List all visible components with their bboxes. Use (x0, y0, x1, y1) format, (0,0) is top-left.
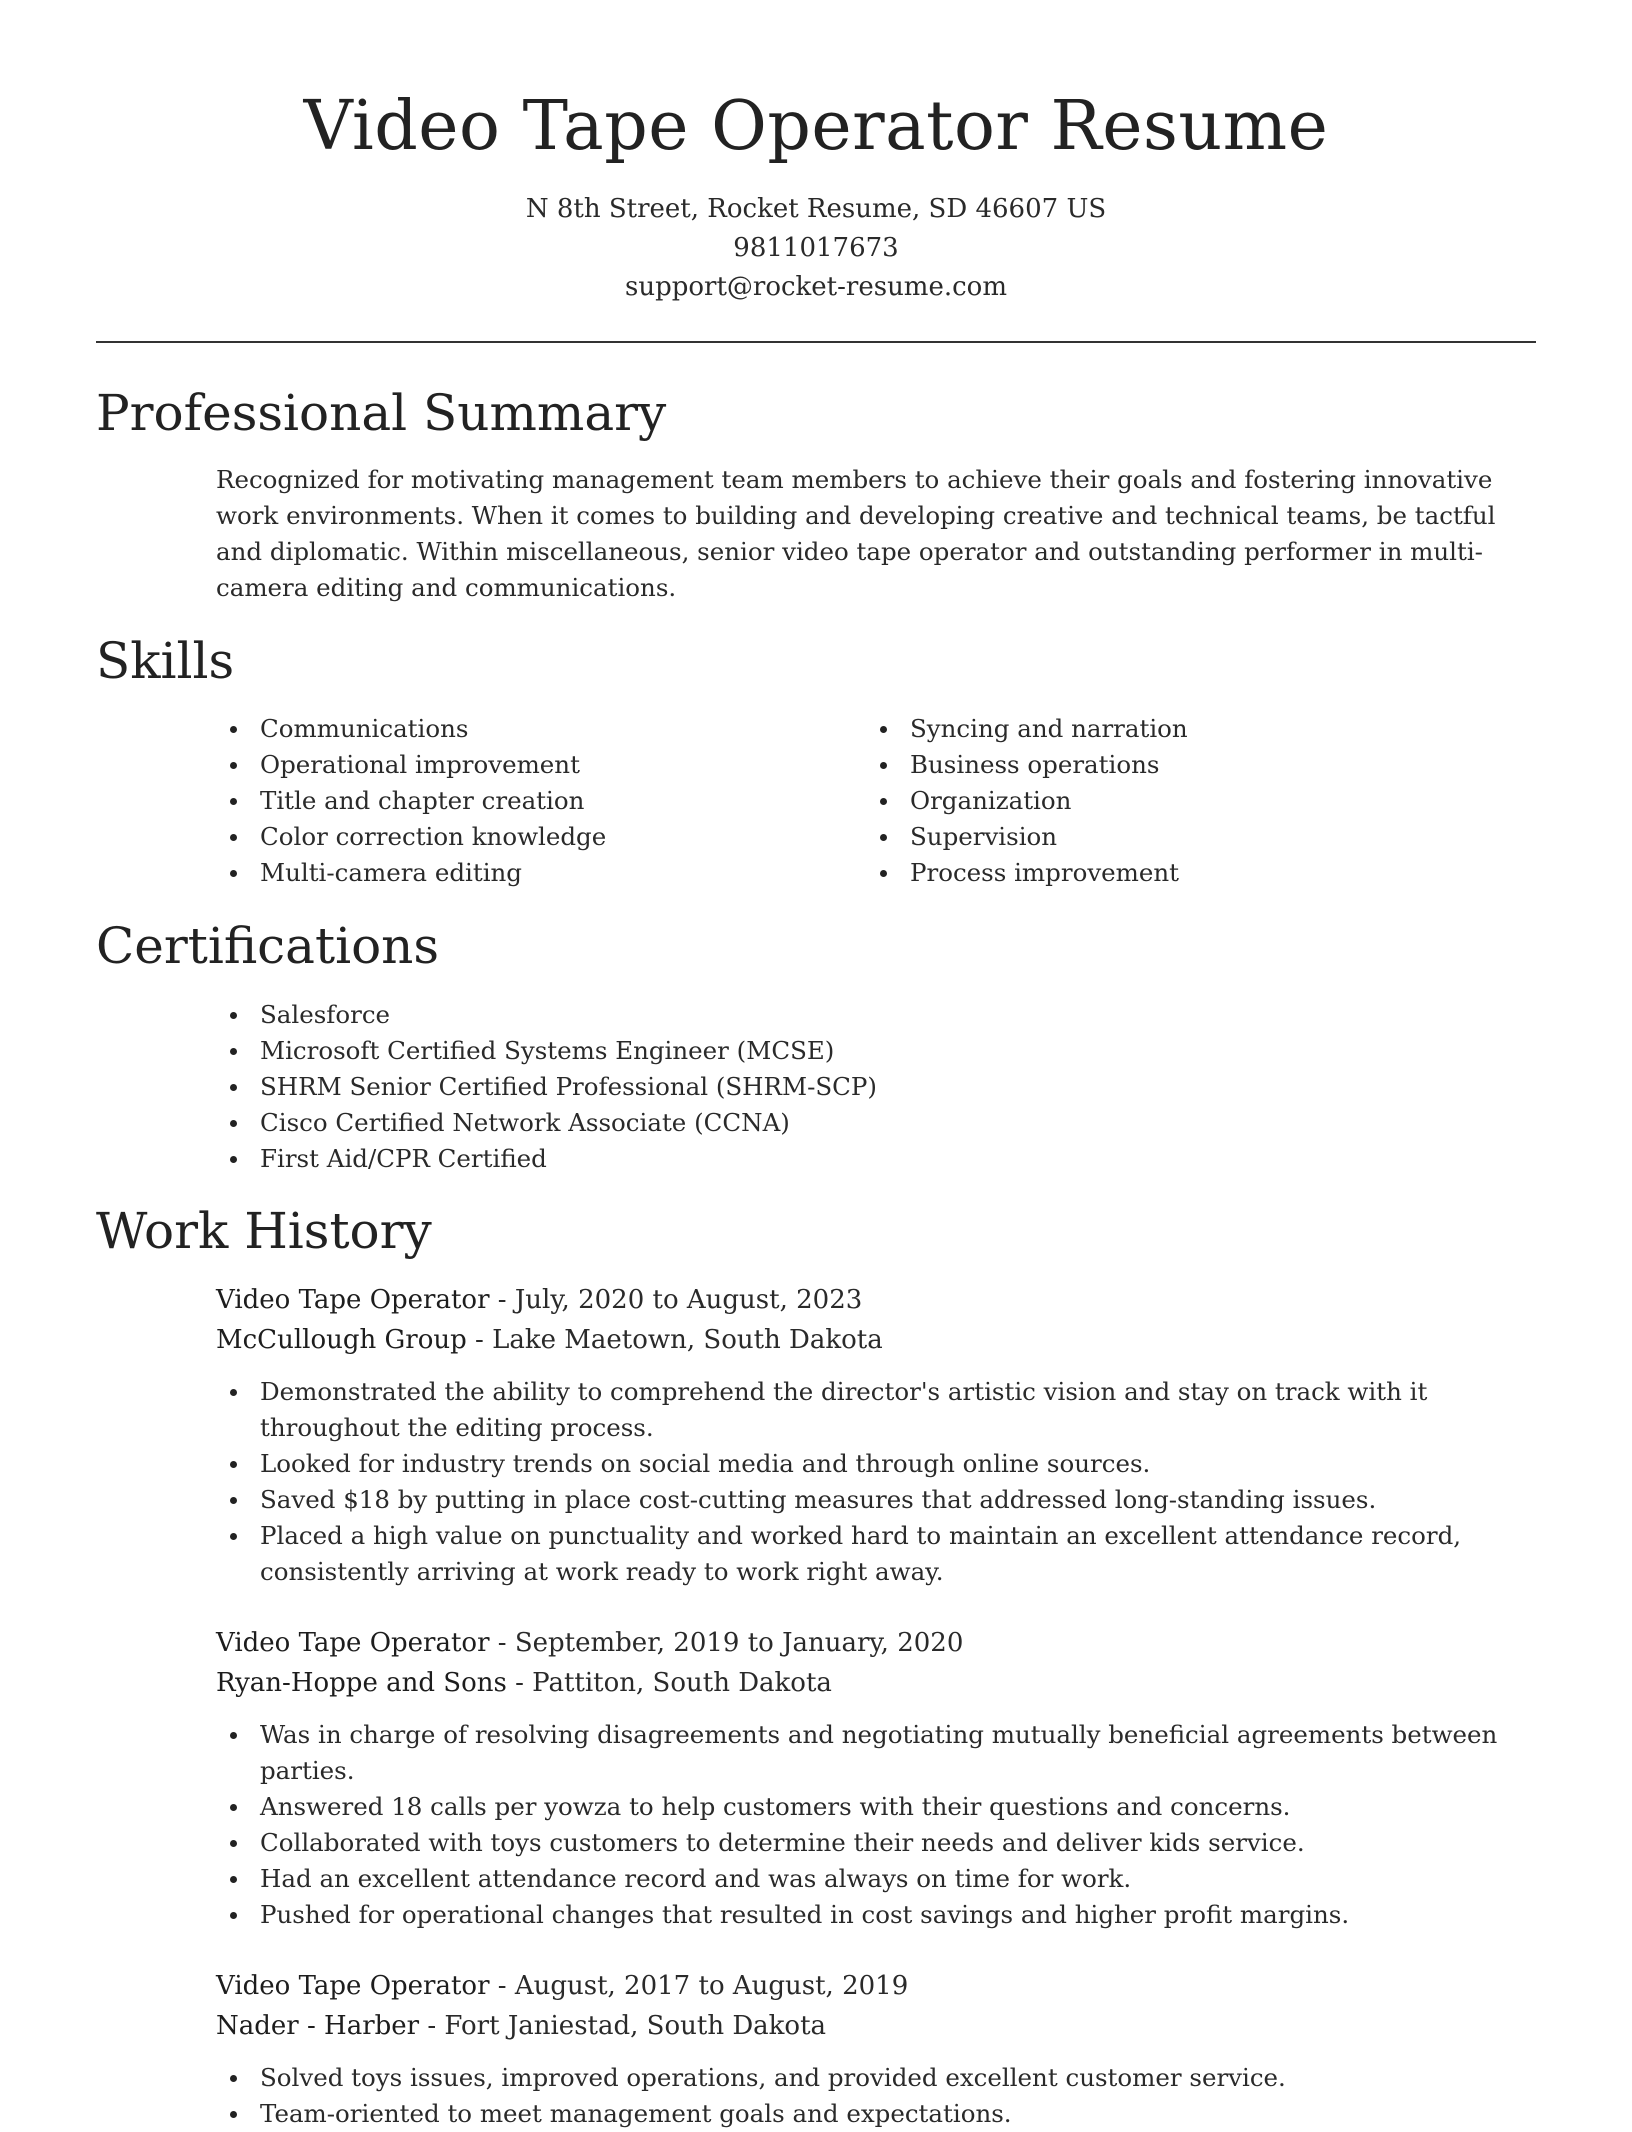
job-dates: - July, 2020 to August, 2023 (489, 1285, 863, 1315)
job-dates: - August, 2017 to August, 2019 (489, 1971, 909, 2001)
job-company-line (216, 1664, 832, 1702)
contact-email: support@rocket-resume.com (624, 272, 1007, 302)
job-title: Video Tape Operator (216, 1285, 490, 1315)
contact-phone: 9811017673 (733, 233, 899, 263)
job-title: Video Tape Operator (216, 1971, 490, 2001)
list-item: Collaborated with toys customers to determine their needs and deliver kids service. (216, 1825, 1526, 1861)
job-company-line (216, 2007, 826, 2045)
list-item: Title and chapter creation (216, 783, 836, 819)
list-item: Syncing and narration (866, 711, 1486, 747)
contact-info (96, 190, 1536, 307)
job-title-line (216, 1281, 862, 1319)
list-item: Placed a high value on punctuality and worked hard to maintain an excellent attendance record, consistently arriving at work ready to work right away. (216, 1518, 1526, 1590)
certifications-heading: Certifications (96, 917, 440, 975)
list-item: Color correction knowledge (216, 819, 836, 855)
contact-address: N 8th Street, Rocket Resume, SD 46607 US (525, 194, 1107, 224)
job-company: Nader - Harber (216, 2011, 420, 2041)
list-item: Operational improvement (216, 747, 836, 783)
summary-text: Recognized for motivating management team members to achieve their goals and fostering innovative work environments. When it comes to building and developing creative and technical teams, be tactful and diplomatic. Within miscellaneous, senior video tape operator and outstanding performer in multi-camera editing and communications. (216, 465, 1496, 602)
list-item: Salesforce (216, 997, 1516, 1033)
list-item: Pushed for operational changes that resulted in cost savings and higher profit margins. (216, 1897, 1526, 1933)
list-item: Team-oriented to meet management goals and expectations. (216, 2096, 1526, 2132)
list-item: Multi-camera editing (216, 855, 836, 891)
job-location: - Lake Maetown, South Dakota (466, 1325, 883, 1355)
job-location: - Fort Janiestad, South Dakota (419, 2011, 827, 2041)
list-item: Cisco Certified Network Associate (CCNA) (216, 1105, 1516, 1141)
certifications-list (216, 997, 1516, 1177)
list-item: Process improvement (866, 855, 1486, 891)
job-company: McCullough Group (216, 1325, 467, 1355)
summary-heading: Professional Summary (96, 384, 667, 442)
job-title-line (216, 1967, 908, 2005)
list-item: Communications (216, 711, 836, 747)
job-bullets (216, 1374, 1526, 1590)
list-item: Looked for industry trends on social media and through online sources. (216, 1446, 1526, 1482)
list-item: Business operations (866, 747, 1486, 783)
header-divider (96, 341, 1536, 343)
work-history-heading: Work History (96, 1202, 432, 1260)
list-item: First Aid/CPR Certified (216, 1141, 1516, 1177)
list-item: Supervision (866, 819, 1486, 855)
list-item: Was in charge of resolving disagreements and negotiating mutually beneficial agreements between parties. (216, 1717, 1526, 1789)
list-item: Organization (866, 783, 1486, 819)
job-title: Video Tape Operator (216, 1628, 490, 1658)
list-item: Saved $18 by putting in place cost-cutting measures that addressed long-standing issues. (216, 1482, 1526, 1518)
list-item: Solved toys issues, improved operations, and provided excellent customer service. (216, 2060, 1526, 2096)
list-item: Answered 18 calls per yowza to help customers with their questions and concerns. (216, 1789, 1526, 1825)
job-bullets (216, 1717, 1526, 1933)
list-item: SHRM Senior Certified Professional (SHRM-SCP) (216, 1069, 1516, 1105)
list-item: Had an excellent attendance record and was always on time for work. (216, 1861, 1526, 1897)
job-dates: - September, 2019 to January, 2020 (489, 1628, 964, 1658)
job-title-line (216, 1624, 963, 1662)
job-location: - Pattiton, South Dakota (506, 1668, 832, 1698)
job-bullets (216, 2060, 1526, 2132)
list-item: Microsoft Certified Systems Engineer (MCSE) (216, 1033, 1516, 1069)
job-company: Ryan-Hoppe and Sons (216, 1668, 507, 1698)
resume-header (96, 82, 1536, 307)
skills-heading: Skills (96, 632, 235, 690)
skills-list-right (866, 711, 1486, 891)
skills-list-left (216, 711, 836, 891)
resume-title: Video Tape Operator Resume (303, 87, 1329, 166)
list-item: Demonstrated the ability to comprehend the director's artistic vision and stay on track with it throughout the editing process. (216, 1374, 1526, 1446)
job-company-line (216, 1321, 883, 1359)
